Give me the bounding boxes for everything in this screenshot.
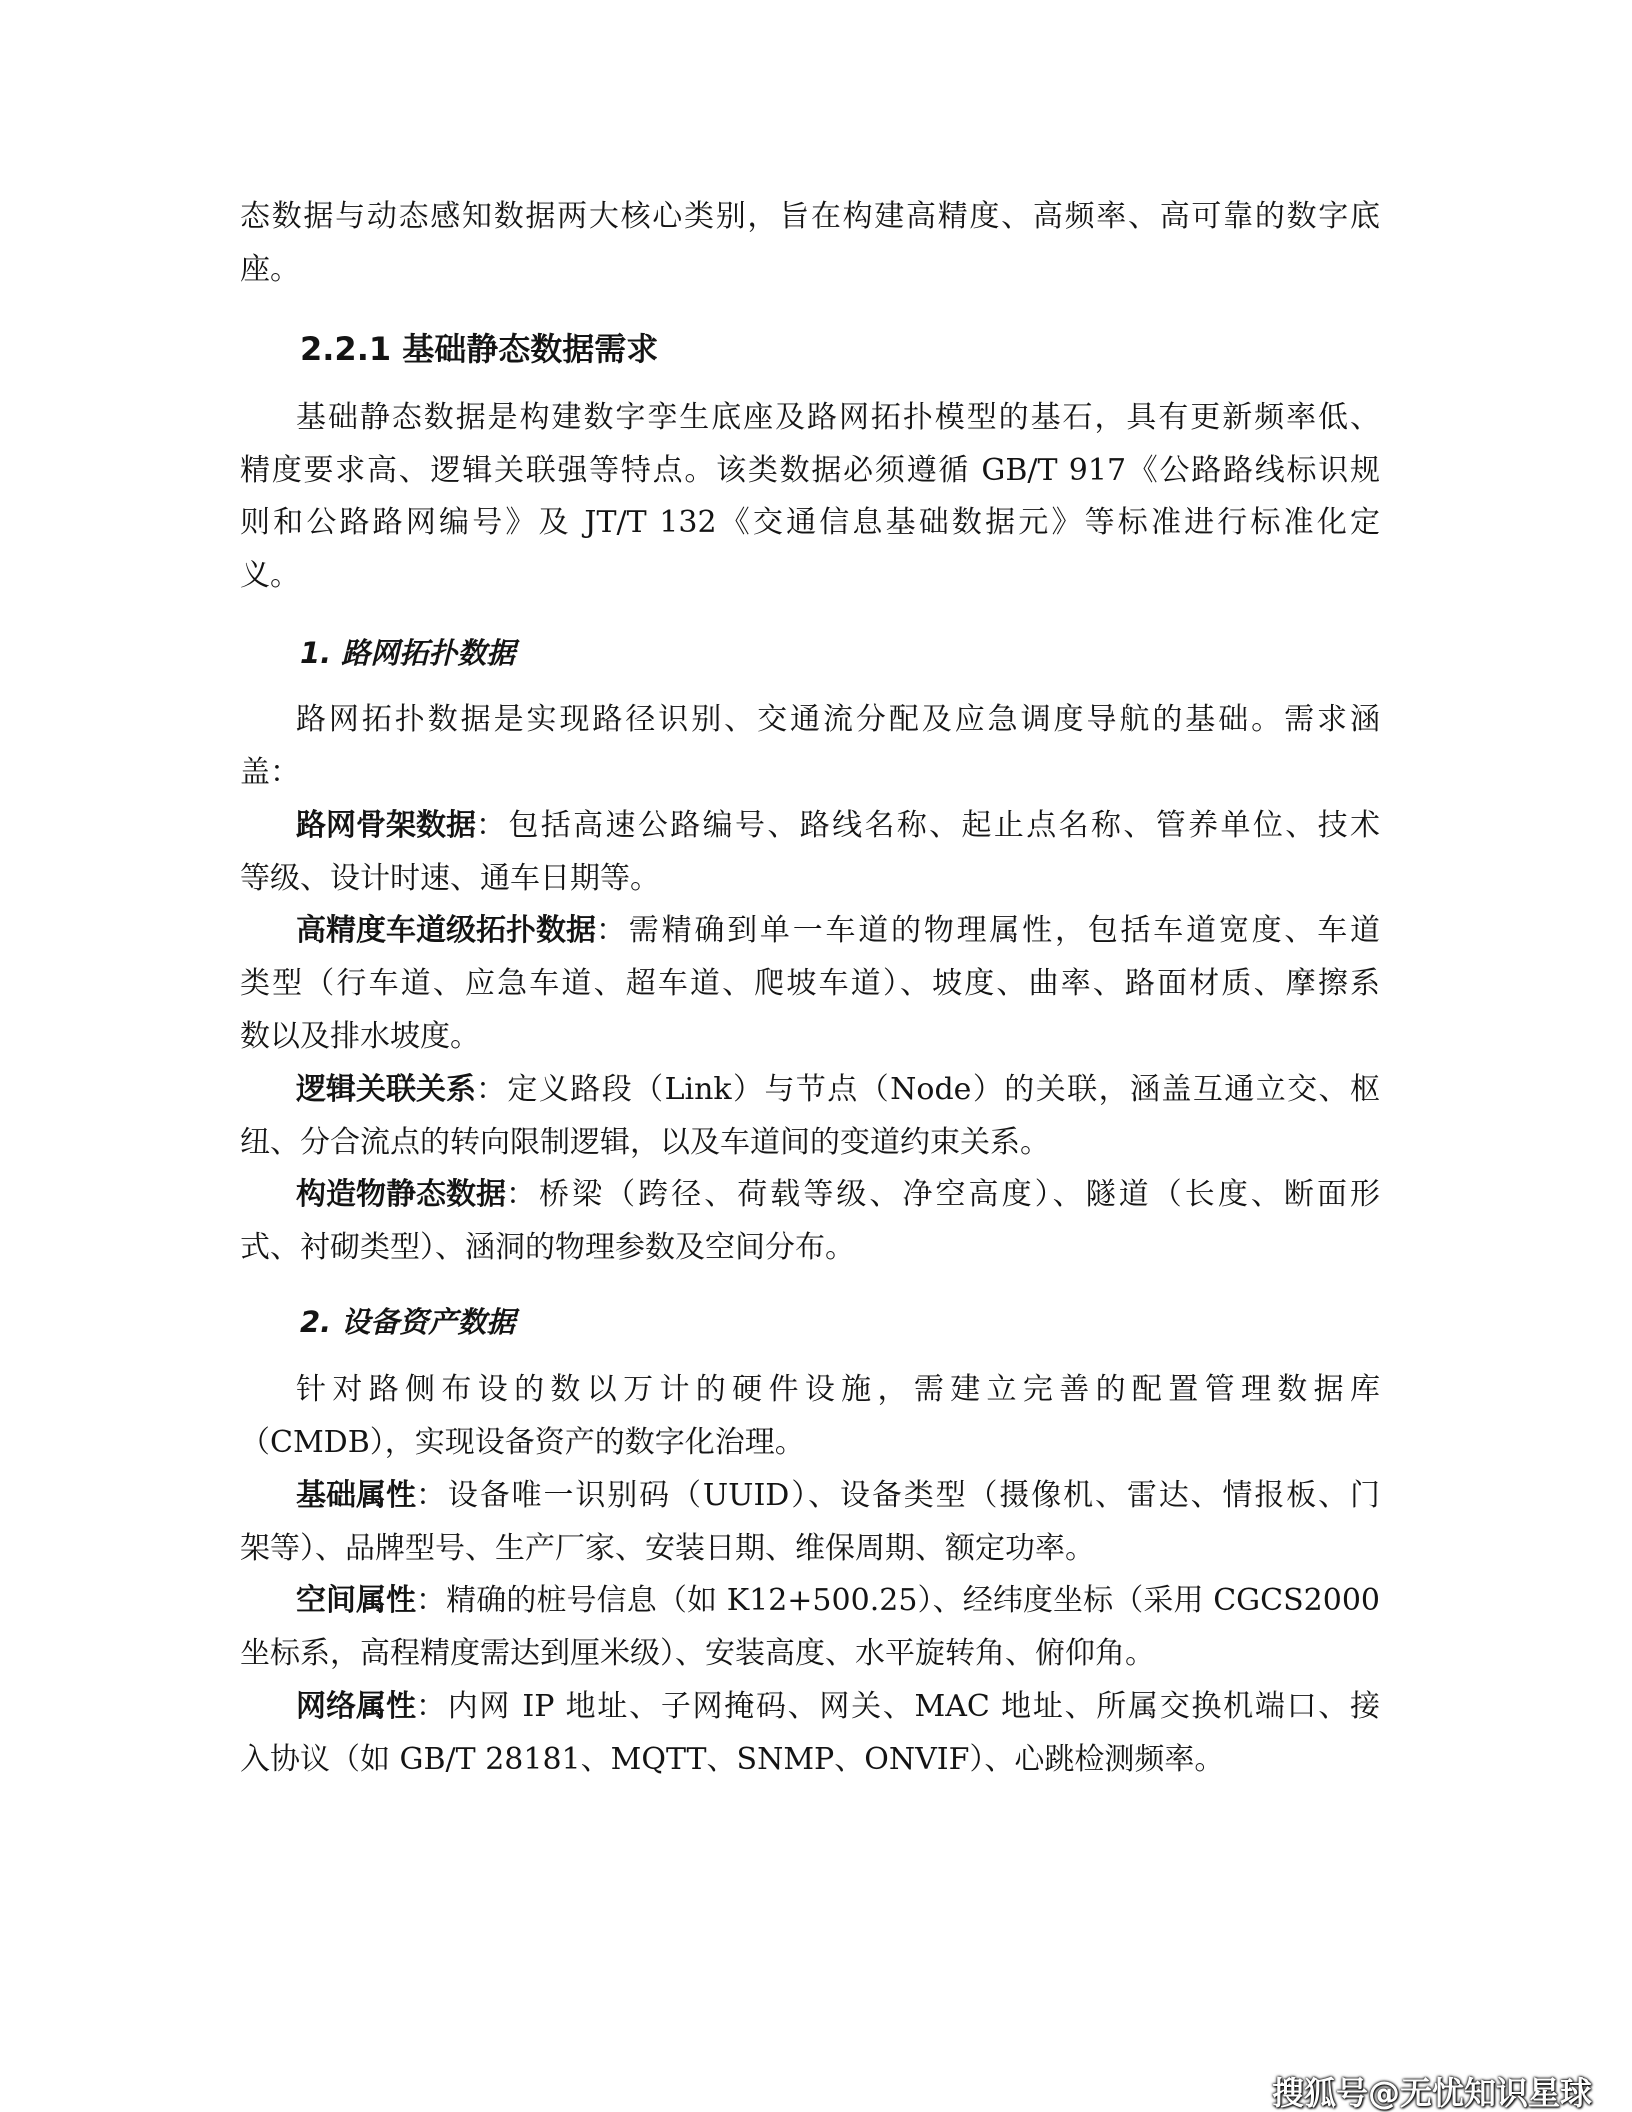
sub2-item-1-text: ：设备唯一识别码（UUID）、设备类型（摄像机、雷达、情报板、门 [416, 1478, 1380, 1513]
sub1-item-2-text: ：需精确到单一车道的物理属性，包括车道宽度、车道 [596, 913, 1380, 948]
sub1-item-2-first-line [296, 911, 1380, 951]
sub1-item-2-term: 高精度车道级拓扑数据 [296, 913, 596, 948]
sub2-item-3-first-line [296, 1687, 1380, 1727]
sub1-item-4-term: 构造物静态数据 [296, 1177, 506, 1212]
sub1-item-2-line-2: 类型（行车道、应急车道、超车道、爬坡车道）、坡度、曲率、路面材质、摩擦系 [240, 966, 1380, 1001]
intro-line-2: 座。 [240, 252, 300, 287]
sub1-item-1-term: 路网骨架数据 [296, 808, 476, 843]
sub2-intro-line-2: （CMDB），实现设备资产的数字化治理。 [240, 1425, 805, 1460]
section-heading: 2.2.1 基础静态数据需求 [300, 330, 659, 368]
sub2-item-3-text: ：内网 IP 地址、子网掩码、网关、MAC 地址、所属交换机端口、接 [416, 1689, 1380, 1724]
section-para-line-1: 基础静态数据是构建数字孪生底座及路网拓扑模型的基石，具有更新频率低、 [296, 400, 1380, 435]
sub2-item-3-term: 网络属性 [296, 1689, 416, 1724]
sub2-intro-line-1: 针对路侧布设的数以万计的硬件设施，需建立完善的配置管理数据库 [296, 1372, 1380, 1407]
sub2-item-1-line-2: 架等）、品牌型号、生产厂家、安装日期、维保周期、额定功率。 [240, 1531, 1095, 1566]
section-para-line-4: 义。 [240, 558, 300, 593]
sub1-item-1-text: ：包括高速公路编号、路线名称、起止点名称、管养单位、技术 [476, 808, 1380, 843]
intro-line-1: 态数据与动态感知数据两大核心类别，旨在构建高精度、高频率、高可靠的数字底 [240, 199, 1380, 234]
subsection-1-heading: 1. 路网拓扑数据 [300, 636, 516, 670]
sub1-item-3-first-line [296, 1070, 1380, 1110]
sub1-intro-line-1: 路网拓扑数据是实现路径识别、交通流分配及应急调度导航的基础。需求涵 [296, 702, 1380, 737]
sub2-item-2-term: 空间属性 [296, 1583, 416, 1618]
sub2-item-1-term: 基础属性 [296, 1478, 416, 1513]
sub1-item-2-line-3: 数以及排水坡度。 [240, 1019, 480, 1054]
sub1-item-4-first-line [296, 1175, 1380, 1215]
sub1-item-4-line-2: 式、衬砌类型）、涵洞的物理参数及空间分布。 [240, 1230, 855, 1265]
sub1-item-1-first-line [296, 806, 1380, 846]
sub2-item-3-line-2: 入协议（如 GB/T 28181、MQTT、SNMP、ONVIF）、心跳检测频率。 [240, 1742, 1225, 1777]
sub2-item-1-first-line [296, 1476, 1380, 1516]
subsection-2-heading: 2. 设备资产数据 [300, 1305, 516, 1339]
sub1-item-3-line-2: 纽、分合流点的转向限制逻辑，以及车道间的变道约束关系。 [240, 1125, 1050, 1160]
sub1-item-3-text: ：定义路段（Link）与节点（Node）的关联，涵盖互通立交、枢 [476, 1072, 1380, 1107]
sub2-item-2-line-2: 坐标系，高程精度需达到厘米级）、安装高度、水平旋转角、俯仰角。 [240, 1636, 1155, 1671]
sub1-item-3-term: 逻辑关联关系 [296, 1072, 476, 1107]
section-para-line-2: 精度要求高、逻辑关联强等特点。该类数据必须遵循 GB/T 917《公路路线标识规 [240, 453, 1380, 488]
sub1-item-4-text: ：桥梁（跨径、荷载等级、净空高度）、隧道（长度、断面形 [506, 1177, 1380, 1212]
section-para-line-3: 则和公路路网编号》及 JT/T 132《交通信息基础数据元》等标准进行标准化定 [240, 505, 1380, 540]
sub1-item-1-line-2: 等级、设计时速、通车日期等。 [240, 861, 660, 896]
sub2-item-2-text: ：精确的桩号信息（如 K12+500.25）、经纬度坐标（采用 CGCS2000 [416, 1583, 1380, 1618]
sub1-intro-line-2: 盖： [240, 755, 300, 790]
watermark: 搜狐号@无忧知识星球 [1271, 2074, 1592, 2112]
sub2-item-2-first-line [296, 1581, 1380, 1621]
